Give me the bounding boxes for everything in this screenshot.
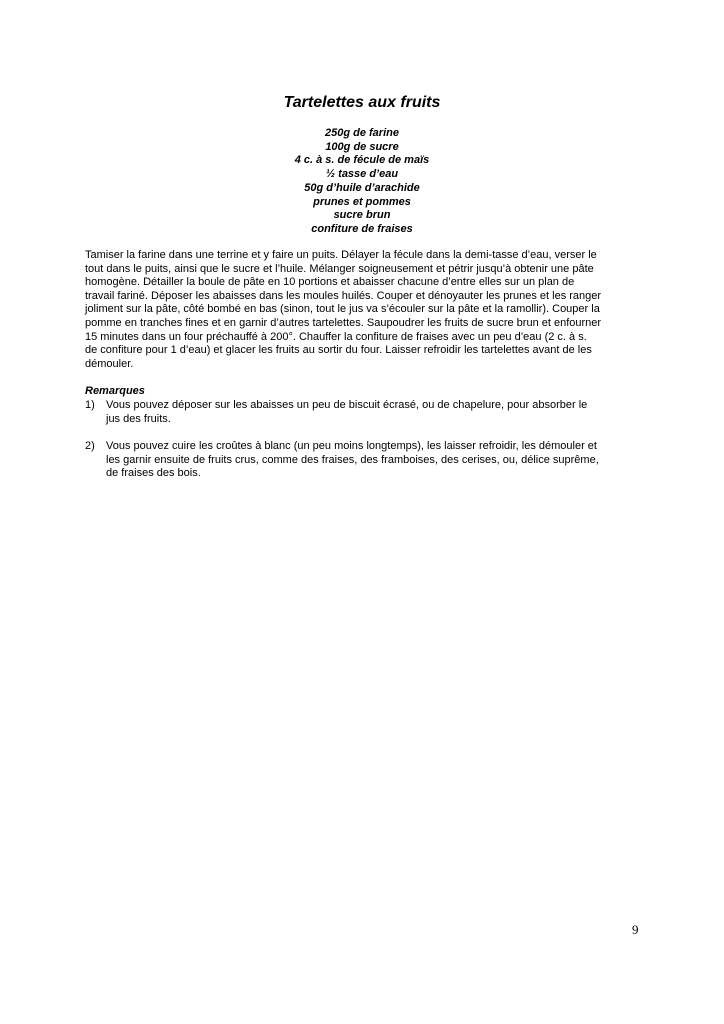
remark-line: de fraises des bois. [106, 467, 201, 480]
ingredient-item: 250g de farine [325, 127, 399, 139]
instructions-line: joliment sur la pâte, côté bombé en bas (sinon, tout le jus va s’écouler sur la pâte et la ramollir). Couper la [85, 303, 600, 316]
recipe-title: Tartelettes aux fruits [283, 94, 441, 111]
ingredients-list [0, 127, 724, 237]
instructions-line: 15 minutes dans un four préchauffé à 200°. Chauffer la confiture de fraises avec un peu d’eau (2 c. à s. [85, 330, 587, 343]
ingredient-item: 50g d’huile d’arachide [304, 181, 420, 194]
instructions-line: tout dans le puits, ainsi que le sucre et l’huile. Mélanger soigneusement et pétrir jusqu’à obtenir une pâte [85, 262, 594, 275]
ingredient-item: ½ tasse d’eau [325, 168, 399, 181]
instructions-line: Tamiser la farine dans une terrine et y faire un puits. Délayer la fécule dans la demi-tasse d’eau, verser le [85, 249, 597, 261]
remark-text [106, 440, 646, 481]
remark-number: 2) [85, 440, 95, 452]
remark-line: Vous pouvez cuire les croûtes à blanc (un peu moins longtemps), les laisser refroidir, les démouler et [106, 440, 597, 452]
remark-line: jus des fruits. [106, 412, 171, 425]
page-number: 9 [632, 922, 639, 937]
ingredient-item: confiture de fraises [311, 222, 413, 235]
ingredient-item: 100g de sucre [325, 140, 399, 153]
remarks-heading: Remarques [85, 385, 145, 397]
remark-text [106, 399, 646, 426]
remark-line: Vous pouvez déposer sur les abaisses un peu de biscuit écrasé, ou de chapelure, pour absorber le [106, 399, 588, 411]
instructions-line: travail fariné. Déposer les abaisses dans les moules huilés. Couper et dénoyauter les prunes et les ranger [85, 289, 602, 302]
remark-number: 1) [85, 399, 95, 411]
instructions-line: pomme en tranches fines et en garnir d’autres tartelettes. Saupoudrer les fruits de sucre brun et enfourner [85, 316, 602, 329]
instructions-line: homogène. Détailler la boule de pâte en 10 portions et abaisser chacune d’entre elles sur un plan de [85, 276, 575, 289]
instructions-line: démouler. [85, 357, 134, 370]
ingredient-item: prunes et pommes [313, 195, 411, 208]
instructions-line: de confiture pour 1 d’eau) et glacer les fruits au sortir du four. Laisser refroidir les tartelettes avant de les [85, 344, 592, 357]
remark-line: les garnir ensuite de fruits crus, comme des fraises, des framboises, des cerises, ou, délice suprême, [106, 453, 599, 466]
ingredient-item: 4 c. à s. de fécule de maïs [294, 154, 430, 167]
ingredient-item: sucre brun [333, 209, 391, 222]
instructions-paragraph [85, 249, 645, 371]
